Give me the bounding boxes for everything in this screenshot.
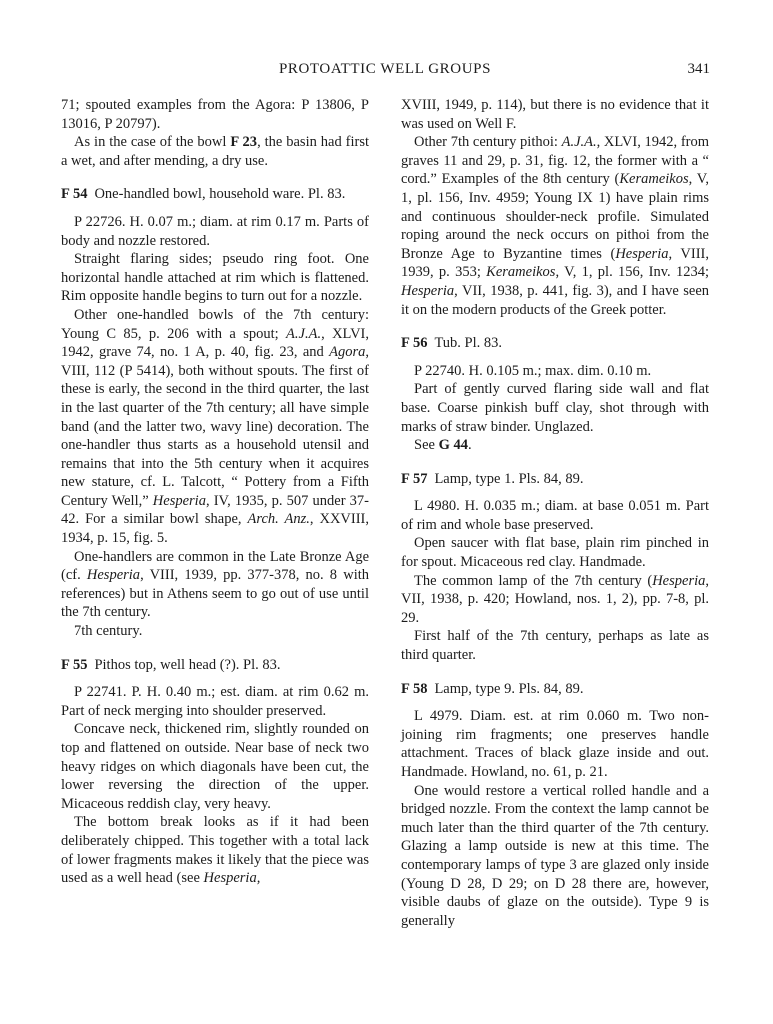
entry-f54-discussion-2: One-handlers are common in the Late Bronze Age (cf. Hesperia, VIII, 1939, pp. 377-378, no. 8 with references) but in Athens seem to go out of use until the 7th century. — [61, 548, 369, 621]
pithoi-paragraph: Other 7th century pithoi: A.J.A., XLVI, 1942, from graves 11 and 29, p. 31, fig. 12, the former with a “ cord.” Examples of the 8th century (Kerameikos, V, 1, pl. 156, Inv. 4959; Young IX 1) have plain rims and continuous shoulder-neck profile. Simulated roping around the neck occurs on pithoi from the Bronze Age to Byzantine times (Hesperia, VIII, 1939, p. 353; Kerameikos, V, 1, pl. 156, Inv. 1234; Hesperia, VII, 1938, p. 441, fig. 3), and I have seen it on the modern products of the Greek potter. — [401, 134, 710, 318]
entry-f57-heading: F 57 Lamp, type 1. Pls. 84, 89. — [401, 470, 584, 487]
entry-f56-description: Part of gently curved flaring side wall and flat base. Coarse pinkish buff clay, shot through with marks of straw binder. Unglazed. — [401, 381, 709, 435]
entry-f57-id: F 57 — [401, 470, 428, 487]
entry-f55-id: F 55 — [61, 656, 88, 673]
entry-f54-id: F 54 — [61, 186, 88, 203]
entry-f56-heading: F 56 Tub. Pl. 83. — [401, 335, 503, 352]
left-column — [61, 96, 369, 888]
entry-f57-discussion: The common lamp of the 7th century (Hesperia, VII, 1938, p. 420; Howland, nos. 1, 2), pp. 7-8, pl. 29. — [401, 572, 709, 626]
entry-f55-description: Concave neck, thickened rim, slightly rounded on top and flattened on outside. Near base of neck two heavy ridges on which diagonals have been cut, the lower reversing the direction of the upper. Micaceous reddish clay, very heavy. — [61, 721, 369, 812]
entry-f54-date: 7th century. — [74, 623, 143, 640]
entry-f55-discussion: The bottom break looks as if it had been deliberately chipped. This together with a total lack of lower fragments makes it likely that the piece was used as a well head (see Hesperia, — [61, 814, 369, 887]
entry-f58-id: F 58 — [401, 680, 428, 697]
entry-f56-see: See G 44. — [414, 437, 472, 454]
entry-f57-date: First half of the 7th century, perhaps as late as third quarter. — [401, 628, 709, 664]
entry-f54-discussion: Other one-handled bowls of the 7th century: Young C 85, p. 206 with a spout; A.J.A., XLVI, 1942, grave 74, no. 1 A, p. 40, fig. 23, and Agora, VIII, 112 (P 5414), both without spouts. The first of these is early, the second in the third quarter, the last in the last quarter of the 7th century; all have simple band (and the latter two, wavy line) decoration. The one-handler thus starts as a household utensil and remains that into the 5th century when it acquires new stature, cf. L. Talcott, “ Pottery from a Fifth Century Well,” Hesperia, IV, 1935, p. 507 under 37-42. For a similar bowl shape, Arch. Anz., XXVIII, 1934, p. 15, fig. 5. — [61, 306, 370, 547]
entry-f56-id: F 56 — [401, 335, 428, 352]
continued-paragraph-right: XVIII, 1949, p. 114), but there is no evidence that it was used on Well F. — [401, 97, 709, 132]
entry-f55-heading: F 55 Pithos top, well head (?). Pl. 83. — [61, 656, 281, 673]
entry-f58-heading: F 58 Lamp, type 9. Pls. 84, 89. — [401, 680, 584, 697]
entry-f58-description: One would restore a vertical rolled handle and a bridged nozzle. From the context the lamp cannot be much later than the third quarter of the 7th century. Glazing a lamp outside is new at this time. The contemporary lamps of type 3 are glazed only inside (Young D 28, D 29; on D 28 there are, however, visible daubs of glaze on the outside). Type 9 is generally — [401, 782, 709, 929]
page-number: 341 — [687, 61, 710, 77]
entry-f54-description: Straight flaring sides; pseudo ring foot. One horizontal handle attached at rim which is flattened. Rim opposite handle begins to turn out for a nozzle. — [61, 251, 369, 305]
entry-f56-inventory: P 22740. H. 0.105 m.; max. dim. 0.10 m. — [414, 362, 652, 379]
entry-f57-inventory: L 4980. H. 0.035 m.; diam. at base 0.051 m. Part of rim and whole base preserved. — [401, 498, 709, 533]
running-title: PROTOATTIC WELL GROUPS — [278, 61, 492, 77]
right-column — [401, 96, 709, 930]
entry-f57-description: Open saucer with flat base, plain rim pinched in for spout. Micaceous red clay. Handmade. — [401, 535, 709, 571]
entry-f55-inventory: P 22741. P. H. 0.40 m.; est. diam. at rim 0.62 m. Part of neck merging into shoulder preserved. — [61, 684, 369, 719]
running-header — [60, 61, 710, 81]
bowl-use-paragraph: As in the case of the bowl F 23, the basin had first a wet, and after mending, a dry use. — [61, 134, 369, 169]
continued-paragraph: 71; spouted examples from the Agora: P 13806, P 13016, P 20797). — [61, 97, 369, 132]
entry-f58-inventory: L 4979. Diam. est. at rim 0.060 m. Two non-joining rim fragments; one preserves handle attachment. Traces of black glaze inside and out. Handmade. Howland, no. 61, p. 21. — [401, 708, 709, 780]
entry-f54-inventory: P 22726. H. 0.07 m.; diam. at rim 0.17 m. Parts of body and nozzle restored. — [61, 213, 369, 249]
entry-f54-heading: F 54 One-handled bowl, household ware. Pl. 83. — [61, 186, 346, 203]
